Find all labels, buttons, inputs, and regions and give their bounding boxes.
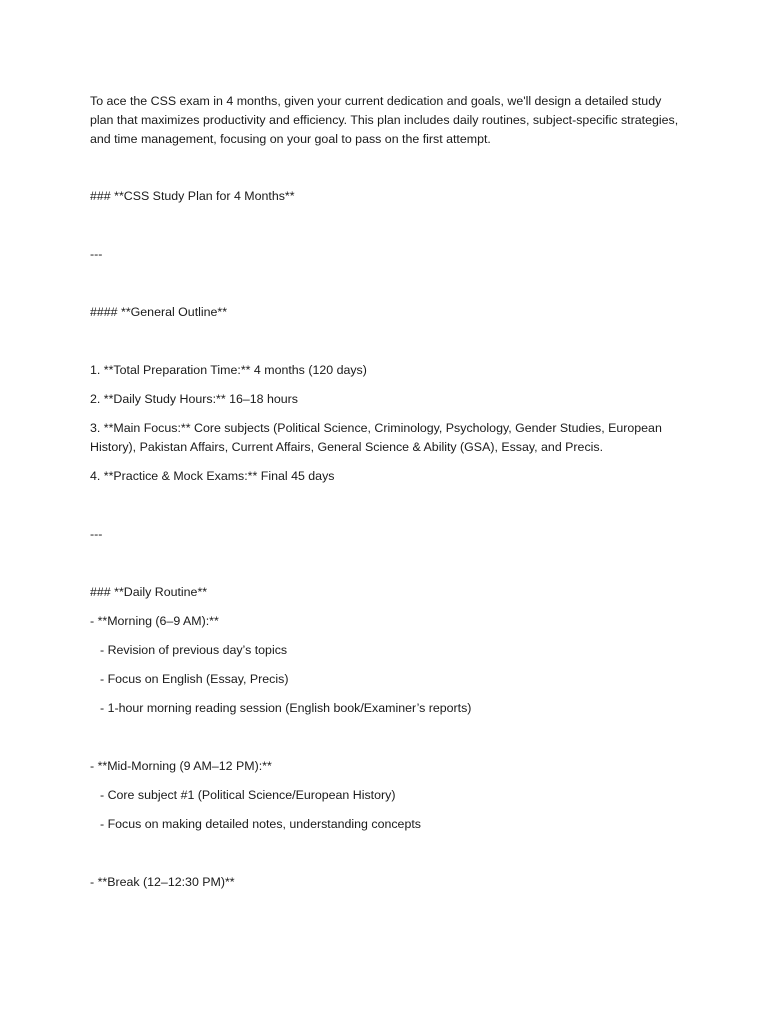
heading-daily-routine: ### **Daily Routine**: [90, 585, 208, 599]
separator: ---: [90, 527, 103, 541]
outline-item: 4. **Practice & Mock Exams:** Final 45 days: [90, 469, 335, 483]
routine-morning-title: - **Morning (6–9 AM):**: [90, 614, 219, 628]
routine-item: - Focus on English (Essay, Precis): [100, 672, 289, 686]
heading-study-plan: ### **CSS Study Plan for 4 Months**: [90, 189, 295, 203]
routine-midmorning-title: - **Mid-Morning (9 AM–12 PM):**: [90, 759, 272, 773]
heading-general-outline: #### **General Outline**: [90, 305, 228, 319]
routine-item: - Revision of previous day’s topics: [100, 643, 288, 657]
routine-break-line: - **Break (12–12:30 PM)**: [90, 875, 235, 889]
separator: ---: [90, 247, 103, 261]
outline-item: 2. **Daily Study Hours:** 16–18 hours: [90, 392, 299, 406]
intro-paragraph: To ace the CSS exam in 4 months, given your current dedication and goals, we'll design a detailed study plan that maximizes productivity and efficiency. This plan includes daily routines, subject-specific strategies, and time management, focusing on your goal to pass on the first attempt.: [90, 94, 682, 146]
outline-item: 1. **Total Preparation Time:** 4 months (120 days): [90, 363, 367, 377]
routine-item: - Focus on making detailed notes, understanding concepts: [100, 817, 421, 831]
routine-item: - Core subject #1 (Political Science/European History): [100, 788, 396, 802]
outline-item: 3. **Main Focus:** Core subjects (Political Science, Criminology, Psychology, Gender Studies, European History), Pakistan Affairs, Current Affairs, General Science & Ability (GSA), Essay, and Precis.: [90, 421, 666, 454]
routine-item: - 1-hour morning reading session (English book/Examiner’s reports): [100, 701, 472, 715]
document-page: [90, 92, 680, 892]
